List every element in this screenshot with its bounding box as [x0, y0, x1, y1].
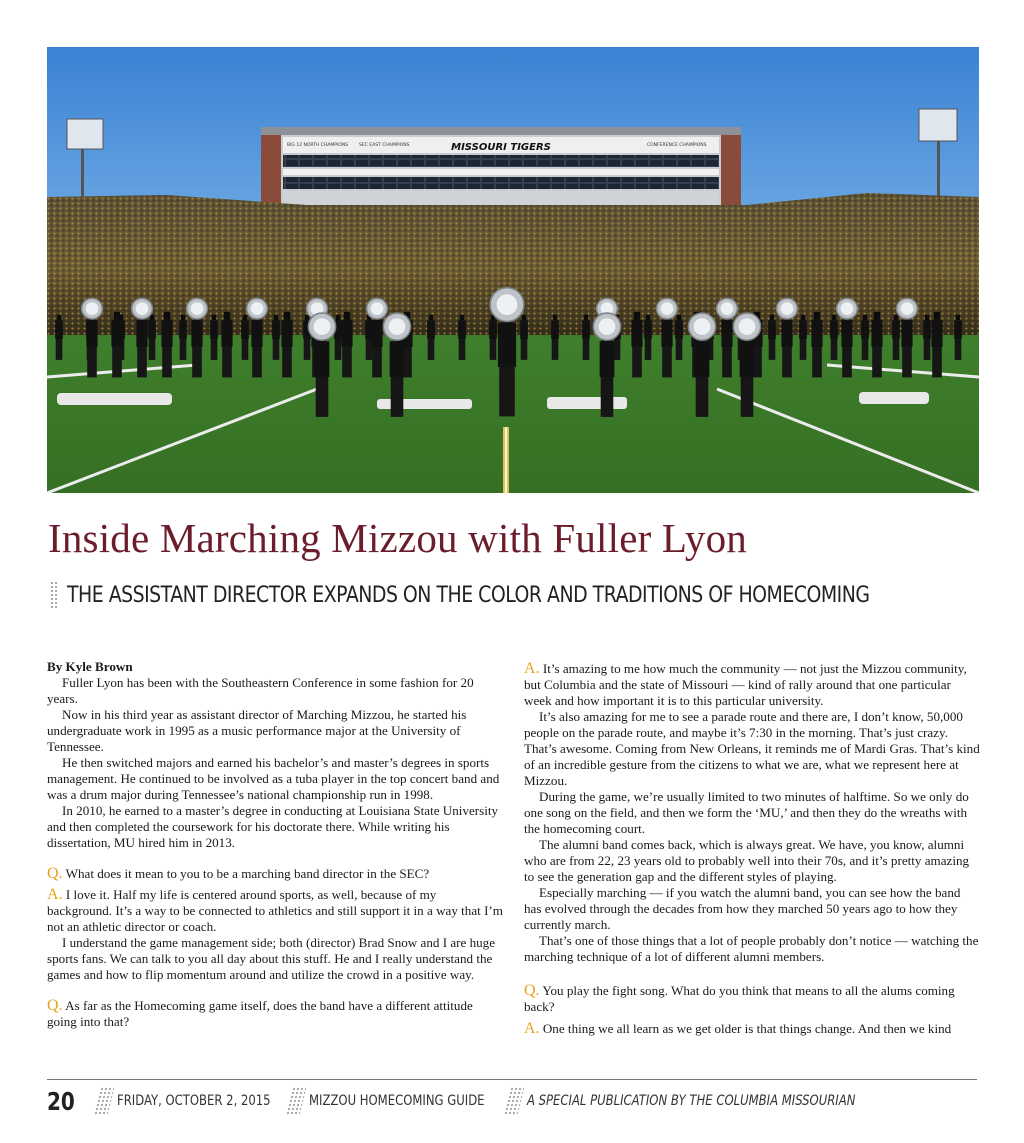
- footer-rule: [47, 1079, 977, 1080]
- question-marker: Q.: [47, 997, 63, 1014]
- footer-dots-ornament: [94, 1087, 115, 1115]
- band-member: [871, 312, 882, 378]
- band-member: [520, 315, 528, 360]
- press-box: [261, 127, 741, 211]
- paragraph: It’s also amazing for me to see a parade route and there are, I don’t know, 50,000 people on the parade route, and maybe it’s 7:30 in the morning. That’s just crazy. That’s awesome. Coming from New Orleans, it reminds me of Mardi Gras. That’s kind of an incredible gesture from the citizens to what we are, what we represent here at Mizzou.: [524, 709, 980, 788]
- band-member: [892, 315, 900, 360]
- band-member: [179, 315, 187, 360]
- answer: [524, 661, 980, 709]
- subhead-block: [50, 579, 1022, 611]
- band-member: [427, 315, 435, 360]
- banner-left-1: BIG 12 NORTH CHAMPIONS: [287, 143, 349, 148]
- band-member: [861, 315, 869, 360]
- band-member: [241, 315, 249, 360]
- band-member: [830, 315, 838, 360]
- stadium-illustration: [47, 47, 979, 493]
- band-member: [799, 315, 807, 360]
- band-member: [341, 312, 352, 378]
- footer-section: MIZZOU HOMECOMING GUIDE: [309, 1093, 485, 1109]
- paragraph: The alumni band comes back, which is always great. We have, you know, alumni who are from 22, 23 years old to probably well into their 70s, and it’s pretty amazing to see the generation gap and the different styles of playing.: [524, 837, 970, 884]
- question-text: What does it mean to you to be a marching band director in the SEC?: [65, 866, 430, 881]
- paragraph: In 2010, he earned to a master’s degree in conducting at Louisiana State University and then completed the coursework for his doctorate there. While writing his dissertation, MU hired him in 2013.: [47, 803, 499, 850]
- page-number: 20: [47, 1086, 75, 1116]
- band-member: [221, 312, 232, 378]
- article-column-right: [524, 661, 980, 1037]
- band-member: [210, 315, 218, 360]
- answer-marker: A.: [47, 886, 63, 903]
- paragraph: Fuller Lyon has been with the Southeastern Conference in some fashion for 20 years.: [47, 675, 474, 706]
- headline: Inside Marching Mizzou with Fuller Lyon: [48, 515, 747, 561]
- paragraph: During the game, we’re usually limited to two minutes of halftime. So we only do one song on the field, and then we form the ‘MU,’ and then they do the wreaths with the homecoming court.: [524, 789, 969, 836]
- banner-right: CONFERENCE CHAMPIONS: [647, 143, 707, 148]
- subhead: THE ASSISTANT DIRECTOR EXPANDS ON THE COLOR AND TRADITIONS OF HOMECOMING: [67, 582, 870, 608]
- answer: [524, 1021, 980, 1037]
- banner-left-2: SEC EAST CHAMPIONS: [359, 143, 410, 148]
- band-member: [161, 312, 172, 378]
- hero-photo: [47, 47, 979, 493]
- band-member: [631, 312, 642, 378]
- footer-publication: A SPECIAL PUBLICATION BY THE COLUMBIA MISSOURIAN: [527, 1093, 856, 1109]
- question: [524, 983, 980, 1015]
- answer: [47, 887, 503, 935]
- band-member: [272, 315, 280, 360]
- band-member: [551, 315, 559, 360]
- band-member: [811, 312, 822, 378]
- question-marker: Q.: [524, 982, 540, 999]
- question: [47, 998, 503, 1030]
- band-member: [954, 315, 962, 360]
- band-member: [768, 315, 776, 360]
- band-member: [675, 315, 683, 360]
- band-member: [148, 315, 156, 360]
- subhead-dots-ornament: [50, 581, 58, 609]
- paragraph: I understand the game management side; both (director) Brad Snow and I are huge sports fans. We can talk to you all day about this stuff. He and I really understand the games and how to flip momentum around and utilize the crowd in a positive way.: [47, 935, 496, 982]
- band-member: [582, 315, 590, 360]
- band-member: [111, 312, 122, 378]
- question-text: As far as the Homecoming game itself, does the band have a different attitude going into that?: [47, 998, 473, 1029]
- footer-dots-ornament: [504, 1087, 525, 1115]
- article-column-left: [47, 659, 503, 1030]
- answer-text: I love it. Half my life is centered around sports, as well, because of my background. It’s a way to be connected to athletics and still support it in a way that I’m not an athletic director or coach.: [47, 887, 503, 934]
- byline: By Kyle Brown: [47, 659, 133, 674]
- footer-dots-ornament: [286, 1087, 307, 1115]
- band-member: [55, 315, 63, 360]
- page-footer: [47, 1085, 857, 1117]
- band-member: [923, 315, 931, 360]
- band-member: [458, 315, 466, 360]
- band-member: [644, 315, 652, 360]
- question-marker: Q.: [47, 865, 63, 882]
- paragraph: Especially marching — if you watch the alumni band, you can see how the band has evolved through the decades from how they marched 50 years ago to how they currently march.: [524, 885, 961, 932]
- question-text: You play the fight song. What do you think that means to all the alums coming back?: [524, 983, 955, 1014]
- answer-marker: A.: [524, 660, 540, 677]
- footer-date: FRIDAY, OCTOBER 2, 2015: [117, 1093, 271, 1109]
- answer-text: It’s amazing to me how much the community — not just the Mizzou community, but Columbia and the state of Missouri — kind of rally around that one particular week and how important it is to this particular university.: [524, 661, 967, 708]
- band-member: [931, 312, 942, 378]
- paragraph: He then switched majors and earned his bachelor’s and master’s degrees in sports management. He continued to be involved as a tuba player in the top concert band and was a drum major during Tennessee’s national championship run in 1998.: [47, 755, 500, 802]
- paragraph: That’s one of those things that a lot of people probably don’t notice — watching the marching technique of a lot of different alumni members.: [524, 933, 979, 964]
- answer-marker: A.: [524, 1020, 540, 1037]
- question: [47, 866, 503, 882]
- band-member: [281, 312, 292, 378]
- answer-text: One thing we all learn as we get older is that things change. And then we kind: [542, 1021, 952, 1036]
- pressbox-sign: MISSOURI TIGERS: [451, 142, 551, 153]
- band-member: [489, 315, 497, 360]
- paragraph: Now in his third year as assistant director of Marching Mizzou, he started his undergraduate work in 1995 as a music performance major at the University of Tennessee.: [47, 707, 467, 754]
